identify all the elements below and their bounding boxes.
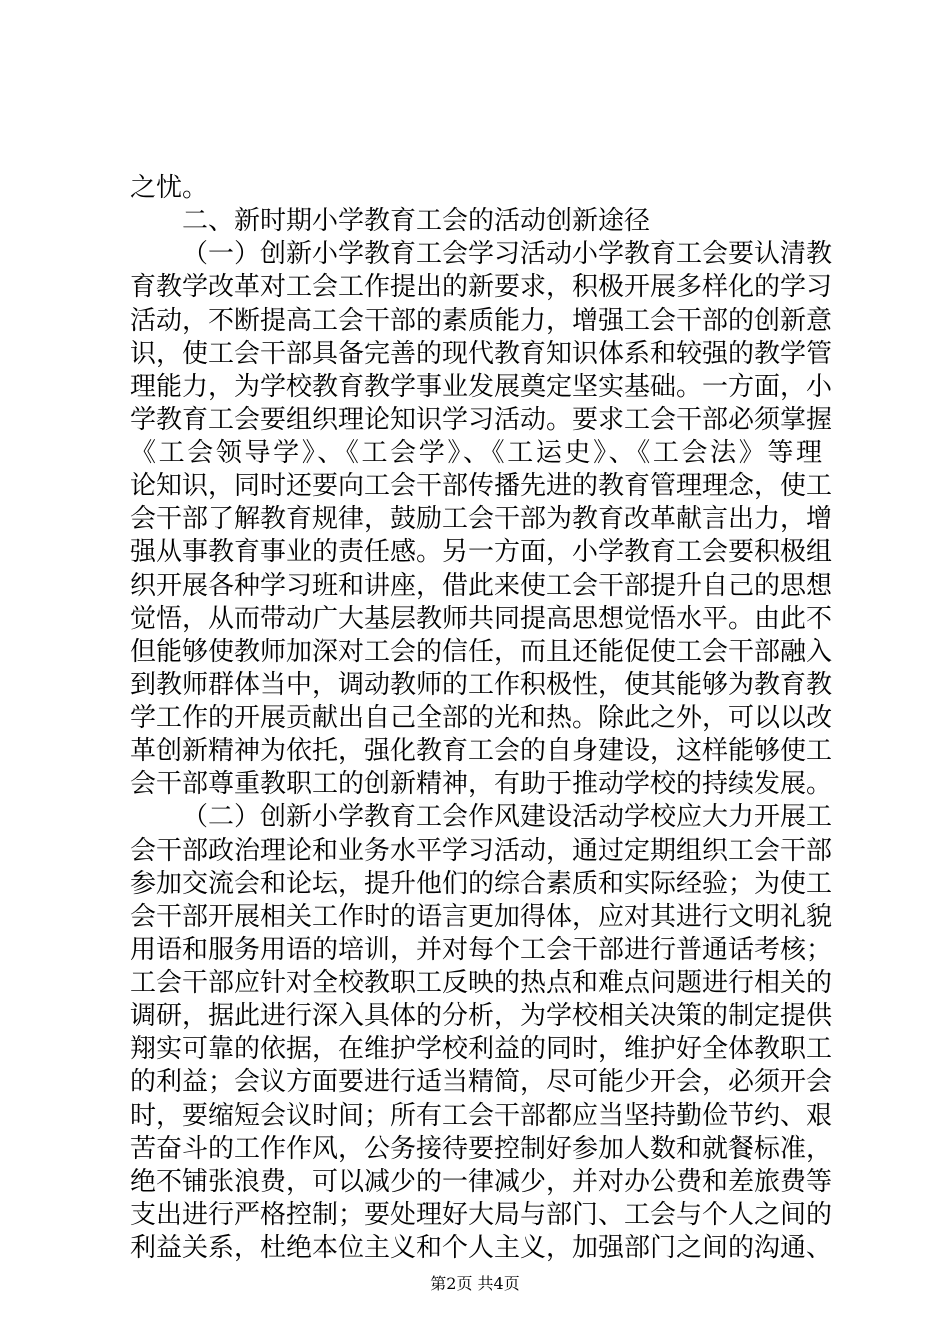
paragraph-2-line-4: 会干部开展相关工作时的语言更加得体，应对其进行文明礼貌: [130, 902, 833, 932]
paragraph-2-line-2: 会干部政治理论和业务水平学习活动，通过定期组织工会干部: [130, 836, 833, 866]
paragraph-1-line-1: （一）创新小学教育工会学习活动小学教育工会要认清教: [182, 239, 833, 269]
paragraph-2-line-12: 绝不铺张浪费，可以减少的一律减少，并对办公费和差旅费等: [130, 1167, 833, 1197]
paragraph-1-line-11: 织开展各种学习班和讲座，借此来使工会干部提升自己的思想: [130, 571, 833, 601]
paragraph-2-line-11: 苦奋斗的工作作风，公务接待要控制好参加人数和就餐标准，: [130, 1134, 833, 1164]
paragraph-2-line-13: 支出进行严格控制；要处理好大局与部门、工会与个人之间的: [130, 1200, 833, 1230]
paragraph-2-line-5: 用语和服务用语的培训，并对每个工会干部进行普通话考核；: [130, 935, 833, 965]
text-line-1: 之忧。: [130, 173, 209, 203]
paragraph-1-line-13: 但能够使教师加深对工会的信任，而且还能促使工会干部融入: [130, 637, 833, 667]
page-number: 第2页 共4页: [430, 1274, 520, 1293]
paragraph-1-line-14: 到教师群体当中，调动教师的工作积极性，使其能够为教育教: [130, 670, 833, 700]
paragraph-1-line-16: 革创新精神为依托，强化教育工会的自身建设，这样能够使工: [130, 736, 833, 766]
paragraph-1-line-8: 论知识，同时还要向工会干部传播先进的教育管理理念，使工: [130, 471, 833, 501]
paragraph-2-line-6: 工会干部应针对全校教职工反映的热点和难点问题进行相关的: [130, 968, 833, 998]
paragraph-1-line-5: 理能力，为学校教育教学事业发展奠定坚实基础。一方面，小: [130, 372, 833, 402]
paragraph-1-line-2: 育教学改革对工会工作提出的新要求，积极开展多样化的学习: [130, 272, 833, 302]
paragraph-2-line-14: 利益关系，杜绝本位主义和个人主义，加强部门之间的沟通、: [130, 1233, 833, 1263]
paragraph-1-line-12: 觉悟，从而带动广大基层教师共同提高思想觉悟水平。由此不: [130, 604, 833, 634]
paragraph-1-line-10: 强从事教育事业的责任感。另一方面，小学教育工会要积极组: [130, 537, 833, 567]
paragraph-2-line-10: 时，要缩短会议时间；所有工会干部都应当坚持勤俭节约、艰: [130, 1101, 833, 1131]
paragraph-2-line-1: （二）创新小学教育工会作风建设活动学校应大力开展工: [182, 802, 833, 832]
paragraph-1-line-15: 学工作的开展贡献出自己全部的光和热。除此之外，可以以改: [130, 703, 833, 733]
paragraph-2-line-3: 参加交流会和论坛，提升他们的综合素质和实际经验；为使工: [130, 869, 833, 899]
paragraph-2-line-7: 调研，据此进行深入具体的分析，为学校相关决策的制定提供: [130, 1001, 833, 1031]
paragraph-1-line-17: 会干部尊重教职工的创新精神，有助于推动学校的持续发展。: [130, 769, 833, 799]
paragraph-1-line-9: 会干部了解教育规律，鼓励工会干部为教育改革献言出力，增: [130, 504, 833, 534]
paragraph-2-line-9: 的利益；会议方面要进行适当精简，尽可能少开会，必须开会: [130, 1067, 833, 1097]
paragraph-1-line-6: 学教育工会要组织理论知识学习活动。要求工会干部必须掌握: [130, 405, 833, 435]
paragraph-1-line-7: 《工会领导学》、《工会学》、《工运史》、《工会法》等理: [130, 438, 822, 468]
paragraph-1-line-4: 识，使工会干部具备完善的现代教育知识体系和较强的教学管: [130, 339, 833, 369]
paragraph-1-line-3: 活动，不断提高工会干部的素质能力，增强工会干部的创新意: [130, 306, 833, 336]
section-heading: 二、新时期小学教育工会的活动创新途径: [182, 206, 651, 236]
paragraph-2-line-8: 翔实可靠的依据，在维护学校利益的同时，维护好全体教职工: [130, 1034, 833, 1064]
